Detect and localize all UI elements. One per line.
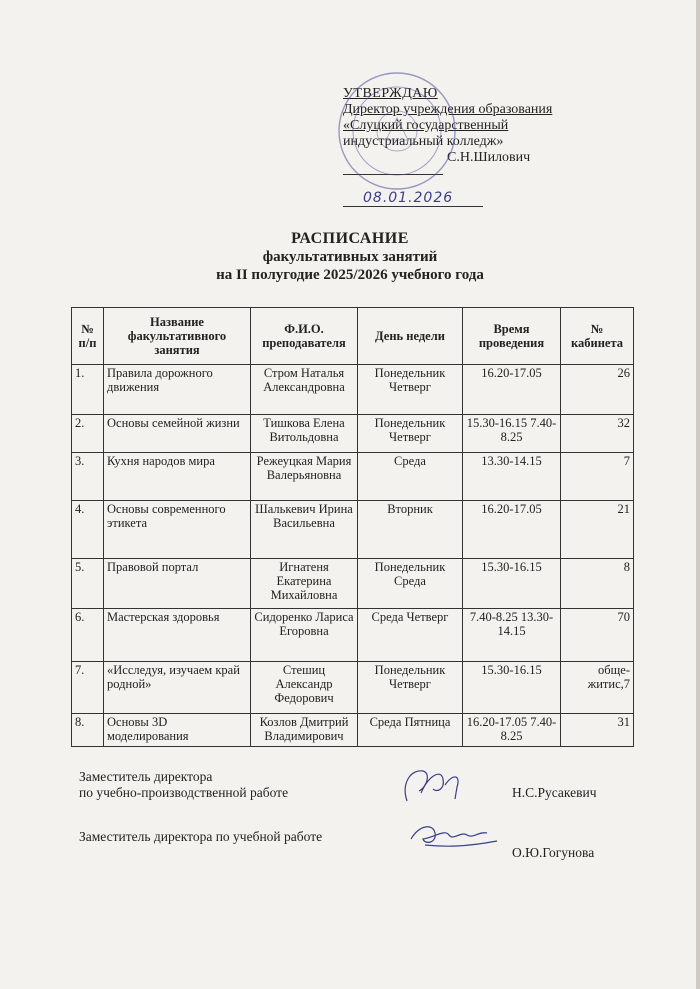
cell-room: обще-житис,7 (561, 662, 634, 714)
cell-day: Понедельник Четверг (358, 662, 463, 714)
role-title: Заместитель директора по учебной работе (79, 829, 323, 844)
cell-no: 3. (72, 453, 104, 501)
cell-room: 26 (561, 365, 634, 415)
cell-teacher: Козлов Дмитрий Владимирович (251, 714, 358, 747)
cell-day: Понедельник Среда (358, 559, 463, 609)
table-row (72, 453, 634, 501)
approval-signatory: С.Н.Шилович (447, 150, 531, 165)
handwritten-signature-icon (397, 763, 487, 807)
approval-block (343, 86, 553, 206)
page-subtitle: на II полугодие 2025/2026 учебного года (216, 267, 484, 283)
cell-room: 32 (561, 415, 634, 453)
approval-line: индустриальный колледж» (343, 134, 504, 149)
cell-teacher: Режеуцкая Мария Валерьяновна (251, 453, 358, 501)
cell-time: 16.20-17.05 7.40-8.25 (463, 714, 561, 747)
cell-room: 7 (561, 453, 634, 501)
cell-no: 6. (72, 609, 104, 662)
cell-no: 5. (72, 559, 104, 609)
cell-teacher: Шалькевич Ирина Васильевна (251, 501, 358, 559)
page-title: РАСПИСАНИЕ (291, 230, 409, 247)
schedule-table (71, 307, 634, 747)
document-title-block (100, 230, 600, 284)
cell-teacher: Стешиц Александр Федорович (251, 662, 358, 714)
table-row (72, 662, 634, 714)
cell-day: Среда Пятница (358, 714, 463, 747)
handwritten-signature-icon (405, 817, 505, 853)
cell-day: Среда (358, 453, 463, 501)
cell-time: 15.30-16.15 (463, 662, 561, 714)
header-day: День недели (358, 308, 463, 365)
header-name: Название факультативного занятия (104, 308, 251, 365)
cell-time: 15.30-16.15 (463, 559, 561, 609)
cell-time: 16.20-17.05 (463, 501, 561, 559)
header-time: Время проведения (463, 308, 561, 365)
signature-line (343, 174, 443, 175)
table-header-row (72, 308, 634, 365)
signature-row (79, 829, 639, 860)
cell-time: 15.30-16.15 7.40-8.25 (463, 415, 561, 453)
cell-time: 13.30-14.15 (463, 453, 561, 501)
cell-teacher: Сидоренко Лариса Егоровна (251, 609, 358, 662)
table-row (72, 714, 634, 747)
signature-row (79, 769, 639, 801)
header-teacher: Ф.И.О. преподавателя (251, 308, 358, 365)
cell-teacher: Стром Наталья Александровна (251, 365, 358, 415)
table-row (72, 415, 634, 453)
cell-no: 4. (72, 501, 104, 559)
page-edge (696, 0, 700, 989)
approval-heading: УТВЕРЖДАЮ (343, 86, 438, 101)
signatory-name: Н.С.Русакевич (512, 785, 597, 800)
cell-name: Правовой портал (104, 559, 251, 609)
cell-day: Вторник (358, 501, 463, 559)
date-line (343, 206, 483, 207)
table-row (72, 501, 634, 559)
cell-name: Кухня народов мира (104, 453, 251, 501)
cell-teacher: Игнатеня Екатерина Михайловна (251, 559, 358, 609)
cell-name: Основы 3D моделирования (104, 714, 251, 747)
role-title: Заместитель директора (79, 769, 213, 784)
signatory-name: О.Ю.Гогунова (512, 845, 595, 860)
approval-date: 08.01.2026 (363, 190, 454, 206)
header-room: № кабинета (561, 308, 634, 365)
cell-room: 31 (561, 714, 634, 747)
table-row (72, 609, 634, 662)
footer-signatures (79, 769, 639, 860)
cell-name: «Исследуя, изучаем край родной» (104, 662, 251, 714)
approval-line: Директор учреждения образования (343, 102, 553, 117)
page-subtitle: факультативных занятий (262, 249, 438, 265)
cell-time: 7.40-8.25 13.30-14.15 (463, 609, 561, 662)
cell-teacher: Тишкова Елена Витольдовна (251, 415, 358, 453)
cell-name: Основы семейной жизни (104, 415, 251, 453)
table-row (72, 365, 634, 415)
cell-name: Правила дорожного движения (104, 365, 251, 415)
cell-name: Мастерская здоровья (104, 609, 251, 662)
cell-no: 8. (72, 714, 104, 747)
cell-room: 70 (561, 609, 634, 662)
cell-no: 7. (72, 662, 104, 714)
cell-room: 21 (561, 501, 634, 559)
cell-no: 2. (72, 415, 104, 453)
cell-time: 16.20-17.05 (463, 365, 561, 415)
cell-no: 1. (72, 365, 104, 415)
cell-day: Понедельник Четверг (358, 415, 463, 453)
cell-room: 8 (561, 559, 634, 609)
role-title: по учебно-производственной работе (79, 785, 289, 800)
cell-day: Понедельник Четверг (358, 365, 463, 415)
cell-name: Основы современного этикета (104, 501, 251, 559)
approval-line: «Слуцкий государственный (343, 118, 509, 133)
header-no: № п/п (72, 308, 104, 365)
table-row (72, 559, 634, 609)
cell-day: Среда Четверг (358, 609, 463, 662)
